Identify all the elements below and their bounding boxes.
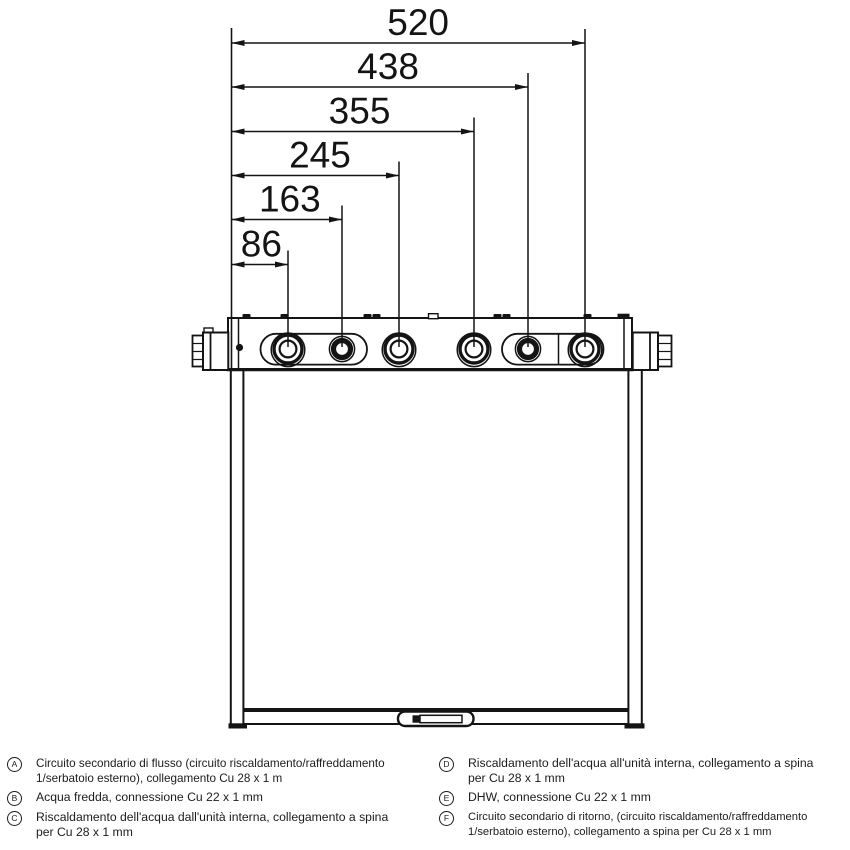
legend-item-F — [439, 810, 849, 840]
legend-line: per Cu 28 x 1 mm — [468, 771, 565, 785]
dimension-value: 355 — [328, 90, 391, 132]
arrowhead-right-icon — [386, 173, 399, 179]
dimension-value: 245 — [289, 134, 351, 176]
legend-line: Riscaldamento dell'acqua all'unità interna, collegamento a spina — [468, 756, 814, 770]
top-step-tab — [429, 314, 439, 319]
legend-item-E — [439, 790, 849, 806]
legend-line: per Cu 28 x 1 mm — [36, 825, 133, 839]
legend-line: Circuito secondario di flusso (circuito riscaldamento/raffreddamento — [36, 757, 385, 770]
legend-item-A — [7, 756, 432, 786]
legend-text-D — [468, 756, 813, 786]
legend-column-left — [7, 756, 432, 844]
arrowhead-right-icon — [515, 84, 528, 90]
legend-text-E — [468, 790, 651, 805]
legend-text-F — [468, 810, 807, 840]
legend-text-C — [36, 810, 388, 840]
legend-badge-E: E — [439, 791, 454, 806]
legend-item-D — [439, 756, 849, 786]
arrowhead-right-icon — [461, 129, 474, 135]
legend-line: Acqua fredda, connessione Cu 22 x 1 mm — [36, 790, 263, 804]
legend-badge-F: F — [439, 811, 454, 826]
legend-badge-C: C — [7, 811, 22, 826]
legend-badge-D: D — [439, 757, 454, 772]
legend-item-C — [7, 810, 432, 840]
arrowhead-left-icon — [232, 40, 245, 46]
arrowhead-left-icon — [232, 173, 245, 179]
legend-column-right — [439, 756, 849, 844]
unit-outline — [193, 314, 672, 729]
dimension-value: 163 — [258, 178, 321, 220]
unit-body — [229, 370, 645, 729]
dimension-value: 86 — [240, 223, 282, 265]
legend-line: Riscaldamento dell'acqua dall'unità interna, collegamento a spina — [36, 810, 389, 824]
legend-text-A — [36, 756, 385, 786]
legend-line: Circuito secondario di ritorno, (circuito riscaldamento/raffreddamento — [468, 811, 808, 823]
foot-left — [229, 723, 248, 728]
arrowhead-right-icon — [572, 40, 585, 46]
legend-text-B — [36, 790, 263, 805]
arrowhead-left-icon — [232, 129, 245, 135]
legend-badge-B: B — [7, 791, 22, 806]
foot-right — [625, 723, 645, 728]
dimension-value: 520 — [387, 2, 450, 43]
legend-line: 1/serbatoio esterno), collegamento a spina per Cu 28 x 1 mm — [468, 826, 772, 838]
legend-line: 1/serbatoio esterno), collegamento Cu 28 x 1 m — [36, 772, 283, 785]
legend-line: DHW, connessione Cu 22 x 1 mm — [468, 790, 651, 804]
dimension-value: 438 — [357, 46, 419, 87]
latch-pin-left — [236, 344, 243, 351]
pipe-fitting-left — [193, 328, 229, 370]
legend-badge-A: A — [7, 757, 22, 772]
arrowhead-right-icon — [329, 217, 342, 223]
arrowhead-left-icon — [232, 84, 245, 90]
arrowhead-left-icon — [232, 217, 245, 223]
legend-item-B — [7, 790, 432, 806]
